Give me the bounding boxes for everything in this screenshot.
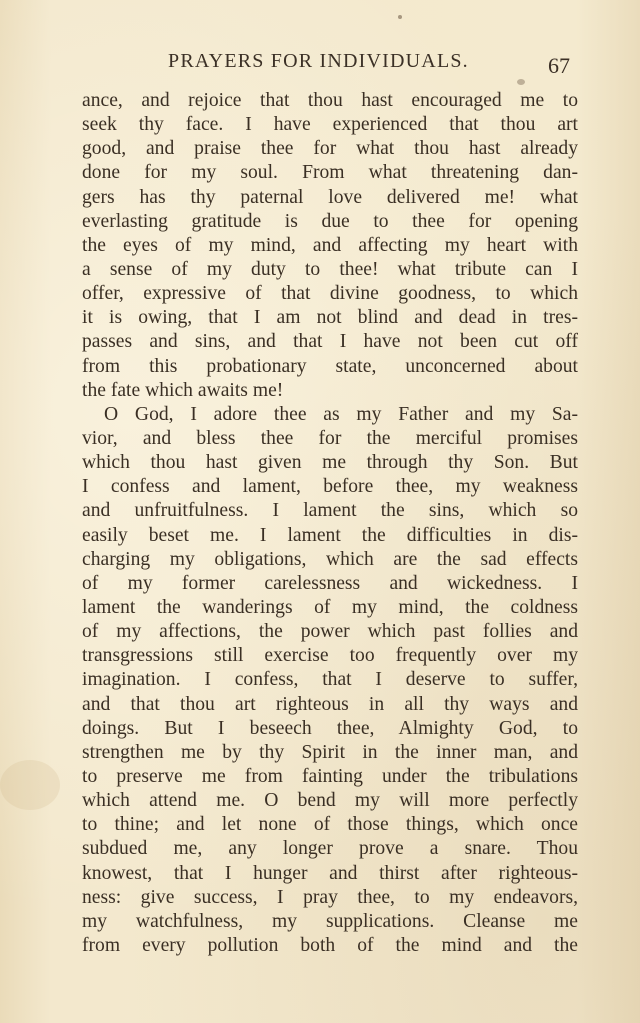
text-line: vior, and bless thee for the merciful promises: [82, 427, 578, 449]
text-line: from this probationary state, unconcerned about: [82, 355, 578, 377]
page-number: 67: [548, 53, 570, 78]
text-line: which thou hast given me through thy Son. But: [82, 452, 578, 474]
text-line: to thine; and let none of those things, which once: [82, 814, 578, 836]
running-head: PRAYERS FOR INDIVIDUALS.: [168, 50, 469, 72]
text-line: the fate which awaits me!: [82, 379, 284, 401]
text-line: lament the wanderings of my mind, the coldness: [82, 596, 578, 618]
text-line: which attend me. O bend my will more perfectly: [82, 790, 578, 812]
text-line: doings. But I beseech thee, Almighty God, to: [82, 717, 578, 739]
paper-stain: [0, 760, 60, 810]
text-line: from every pollution both of the mind and the: [82, 934, 578, 956]
text-line: done for my soul. From what threatening dan-: [82, 162, 578, 184]
text-line: offer, expressive of that divine goodness, to which: [82, 283, 578, 305]
text-line: subdued me, any longer prove a snare. Thou: [82, 838, 578, 860]
text-line: and unfruitfulness. I lament the sins, which so: [82, 500, 578, 522]
text-line: easily beset me. I lament the difficulties in dis-: [82, 524, 578, 546]
text-line: gers has thy paternal love delivered me! what: [82, 186, 578, 208]
paper-speck: [398, 15, 402, 19]
text-line: my watchfulness, my supplications. Cleanse me: [82, 910, 578, 932]
text-line: a sense of my duty to thee! what tribute can I: [82, 258, 578, 280]
text-line: of my affections, the power which past follies and: [82, 621, 578, 643]
body-text: [82, 89, 578, 958]
text-line: imagination. I confess, that I deserve to suffer,: [82, 669, 578, 691]
text-line: it is owing, that I am not blind and dead in tres-: [82, 307, 578, 329]
text-line: O God, I adore thee as my Father and my Sa-: [104, 403, 578, 425]
text-line: the eyes of my mind, and affecting my heart with: [82, 234, 578, 256]
text-line: good, and praise thee for what thou hast already: [82, 138, 578, 160]
text-line: of my former carelessness and wickedness. I: [82, 572, 578, 594]
text-line: I confess and lament, before thee, my weakness: [82, 476, 578, 498]
text-line: to preserve me from fainting under the tribulations: [82, 765, 578, 787]
text-line: charging my obligations, which are the sad effects: [82, 548, 578, 570]
text-line: transgressions still exercise too frequently over my: [82, 645, 578, 667]
text-line: knowest, that I hunger and thirst after righteous-: [82, 862, 578, 884]
text-line: everlasting gratitude is due to thee for opening: [82, 210, 578, 232]
paper-speck: [517, 79, 525, 85]
text-line: and that thou art righteous in all thy ways and: [82, 693, 578, 715]
text-line: ness: give success, I pray thee, to my endeavors,: [82, 886, 578, 908]
text-line: ance, and rejoice that thou hast encouraged me to: [82, 90, 578, 111]
text-line: passes and sins, and that I have not been cut off: [82, 331, 578, 353]
text-line: seek thy face. I have experienced that thou art: [82, 114, 578, 136]
text-line: strengthen me by thy Spirit in the inner man, and: [82, 741, 578, 763]
